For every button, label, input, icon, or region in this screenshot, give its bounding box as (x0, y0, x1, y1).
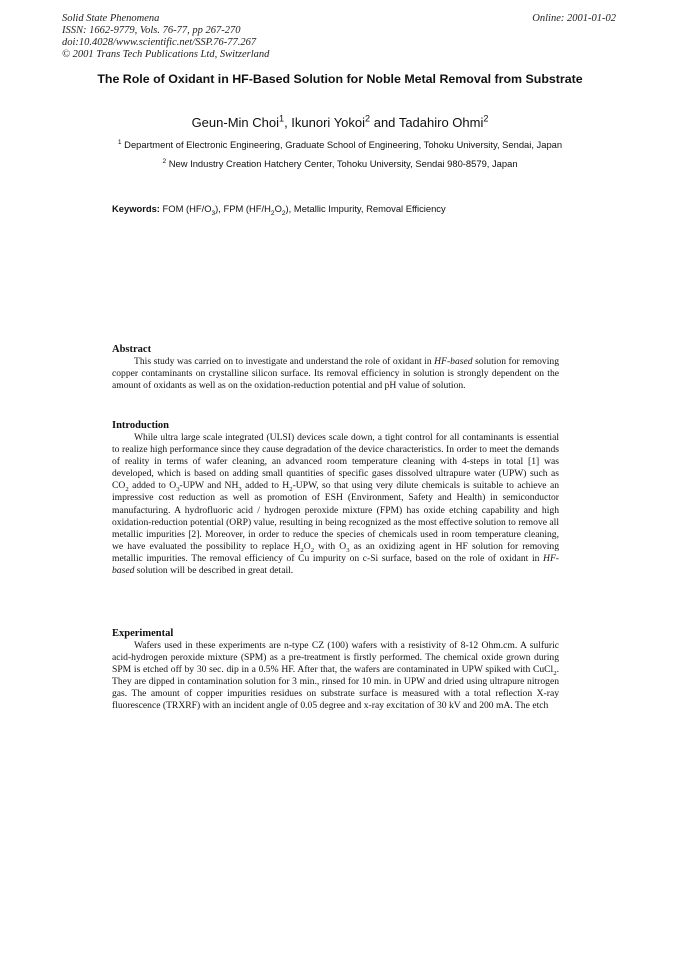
abstract-heading: Abstract (112, 344, 152, 355)
affiliation-mark: 1 (117, 138, 122, 146)
author-name: Tadahiro Ohmi (398, 115, 484, 130)
keyword: Metallic Impurity, Removal Efficiency (293, 203, 446, 214)
affiliation-2 (110, 158, 570, 170)
text-run: -UPW and NH (179, 480, 239, 492)
keyword: ), (215, 203, 221, 214)
subscript: 3 (211, 209, 216, 217)
copyright-line: © 2001 Trans Tech Publications Ltd, Switzerland (62, 49, 270, 60)
introduction-heading: Introduction (112, 420, 169, 431)
author-affiliation-mark: 2 (483, 113, 489, 124)
author-affiliation-mark: 2 (365, 113, 371, 124)
text-run: . They are dipped in contamination solution for 3 min., rinsed for 10 min. in UPW and dried using ultrapure nitrogen gas. The amount of copper impurities residues on substrate surface is measured with a total reflection X-ray fluorescence (TRXRF) with an incident angle of 0.05 degree and x-ray excitation of 30 kV and 200 mA. The etch (112, 664, 559, 712)
author-name: Ikunori Yokoi (291, 115, 366, 130)
affiliation-1 (110, 139, 570, 151)
author-list: Geun-Min Choi$^1$, Ikunori Yokoi$^2$ and Tadahiro Ohmi$^2$ (191, 113, 489, 130)
subscript: 2 (270, 209, 275, 217)
subscript: 2 (289, 486, 293, 494)
subscript: 2 (300, 546, 304, 554)
experimental-section (112, 627, 559, 713)
text-run: This study was carried on to investigate and understand the role of oxidant in (134, 356, 435, 367)
text-run: solution for removing copper contaminants on crystalline silicon surface. Its removal efficiency in solution is strongly dependent on the amount of oxidants as well as on the oxidation-reduction potential and pH value of solution. (112, 356, 559, 392)
doi-line: doi:10.4028/www.scientific.net/SSP.76-77.267 (62, 37, 257, 48)
affiliation-mark: 2 (162, 157, 167, 165)
keywords-line (112, 203, 572, 215)
author-affiliation-mark: 1 (279, 113, 285, 124)
affiliations (110, 139, 570, 177)
keywords-label: Keywords: (112, 203, 160, 214)
abstract-section (112, 343, 559, 392)
text-run: with O (314, 540, 347, 552)
italic-term: HF-based (112, 552, 559, 577)
subscript: 2 (310, 546, 315, 554)
abstract-paragraph (112, 356, 559, 392)
experimental-heading: Experimental (112, 628, 174, 639)
subscript: 3 (238, 486, 242, 494)
text-run: added to O (128, 480, 177, 492)
italic-term: HF-based (434, 356, 473, 367)
text-run: -UPW, so that using very dilute chemicals is suitable to achieve an impressive cost reduction as well as promotion of ESH (Environment, Safety and Health) in semiconductor manufacturing. A hydrofluoric acid / hydrogen peroxide mixture (FPM) has oxide etching capability and high oxidation-reduction potential (ORP) value, resulting in being recognized as the most effective solution to remove all metallic impurities [2]. Moreover, in order to reduce the species of chemicals used in room temperature cleaning, we have evaluated the possibility to replace H (112, 480, 560, 552)
text-run: added to H (241, 480, 290, 492)
keyword: ), (285, 203, 292, 214)
text-run: Wafers used in these experiments are n-type CZ (100) wafers with a resistivity of 8-12 Ohm.cm. A sulfuric acid-hydrogen peroxide mixture (SPM) as a pre-treatment is firstly performed. The chemical oxide grown during SPM is etched off by 30 sec. dip in a 0.5% HF. After that, the wafers are contaminated in UPW spiked with CuCl (112, 640, 559, 676)
text-run: as an oxidizing agent in HF solution for removing metallic impurities. The removal efficiency of Cu impurity on c-Si surface, based on the role of oxidant in (112, 540, 560, 564)
subscript: 3 (346, 546, 350, 554)
author-name: Geun-Min Choi (191, 115, 279, 130)
text-run: solution will be described in great detail. (134, 565, 294, 577)
subscript: 2 (281, 209, 286, 217)
experimental-paragraph (112, 640, 559, 713)
author-conjunction: and (373, 115, 396, 130)
keyword: O (274, 203, 282, 214)
text-run: While ultra large scale integrated (ULSI) devices scale down, a tight control for all contaminants is essential to realize high performance since they cause degradation of the device characteristics. In order to meet the demands of reality in terms of wafer cleaning, an advanced room temperature cleaning with 4-steps in total [1] was developed, which is based on adding small quantities of specific gases dissolved ultrapure water (UPW) such as CO (112, 432, 559, 492)
publication-info (62, 13, 402, 61)
subscript: 3 (176, 486, 180, 494)
issn-line: ISSN: 1662-9779, Vols. 76-77, pp 267-270 (62, 25, 241, 36)
text-run: O (303, 540, 311, 552)
introduction-section (112, 419, 559, 577)
journal-name: Solid State Phenomena (62, 13, 160, 24)
keyword: FOM (HF/O (162, 203, 212, 214)
subscript: 2 (553, 670, 557, 678)
keyword: FPM (HF/H (223, 203, 271, 214)
affiliation-text: Department of Electronic Engineering, Graduate School of Engineering, Tohoku University, Sendai, Japan (124, 139, 563, 150)
paper-title: The Role of Oxidant in HF-Based Solution for Noble Metal Removal from Substrate (97, 72, 583, 86)
online-date: Online: 2001-01-02 (532, 13, 616, 24)
affiliation-text: New Industry Creation Hatchery Center, Tohoku University, Sendai 980-8579, Japan (168, 158, 518, 169)
subscript: 2 (125, 486, 129, 494)
introduction-paragraph (112, 432, 559, 577)
